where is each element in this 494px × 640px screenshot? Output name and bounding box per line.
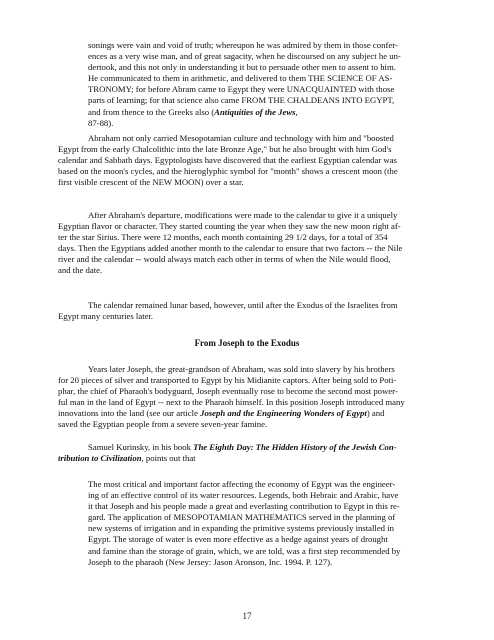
block-quote-kurinsky: [88, 479, 440, 568]
quote-line: ences as a very wise man, and of great sagacity, when he discoursed on any subject he un-: [88, 51, 401, 62]
paragraph-line: days. Then the Egyptians added another month to the calendar to ensure that two factors -- the Nile: [58, 243, 403, 254]
page-number: 17: [242, 611, 252, 621]
quote-line: ing of an effective control of its water resources. Legends, both Hebraic and Arabic, have: [88, 490, 399, 501]
paragraph-line: calendar and Sabbath days. Egyptologists have discovered that the earliest Egyptian calendar was: [58, 155, 397, 166]
quote-line: new systems of irrigation and in expanding the primitive systems previously installed in: [88, 523, 394, 534]
paragraph-line: Egypt many centuries later.: [58, 311, 154, 322]
article-title: Joseph and the Engineering Wonders of Egypt: [200, 408, 367, 419]
book-title: tribution to Civilization: [58, 453, 142, 464]
paragraph-line: first visible crescent of the NEW MOON) over a star.: [58, 177, 244, 188]
paragraph-line: saved the Egyptian people from a severe seven-year famine.: [58, 419, 268, 430]
paragraph-line: [58, 408, 441, 419]
paragraph-kurinsky: [58, 442, 441, 464]
quote-line: He communicated to them in arithmetic, and delivered to them THE SCIENCE OF AS-: [88, 73, 393, 84]
quote-line: Egypt. The storage of water is even more effective as a hedge against years of drought: [88, 534, 388, 545]
quote-line: gard. The application of MESOPOTAMIAN MATHEMATICS served in the planning of: [88, 512, 396, 523]
paragraph-line: Egypt from the early Chalcolithic into the late Bronze Age," but he also brought with him God's: [58, 144, 392, 155]
paragraph-text: innovations into the land (see our article: [58, 408, 201, 419]
citation-title: Antiquities of the Jews: [214, 106, 296, 117]
paragraph-line: [58, 453, 441, 464]
paragraph-line: river and the calendar -- would always match each other in terms of when the Nile would flood,: [58, 254, 391, 265]
paragraph-line: [58, 442, 441, 453]
quote-line: it that Joseph and his people made a great and everlasting contribution to Egypt in this re-: [88, 501, 400, 512]
quote-line: The most critical and important factor affecting the economy of Egypt was the engineer-: [88, 479, 396, 489]
block-quote-josephus: [88, 40, 440, 129]
section-heading: From Joseph to the Exodus: [194, 338, 300, 348]
quote-line: [88, 107, 440, 118]
quote-line: TRONOMY; for before Abram came to Egypt they were UNACQUAINTED with those: [88, 84, 395, 95]
paragraph-line: After Abraham's departure, modifications were made to the calendar to give it a uniquely: [88, 210, 398, 220]
paragraph-line: Abraham not only carried Mesopotamian culture and technology with him and "boosted: [88, 133, 394, 143]
paragraph-line: Years later Joseph, the great-grandson of Abraham, was sold into slavery by his brothers: [88, 364, 395, 374]
paragraph-line: for 20 pieces of silver and transported to Egypt by his Midianite captors. After being sold to Poti-: [58, 375, 397, 386]
quote-line: parts of learning; for that science also came FROM THE CHALDEANS INTO EGYPT,: [88, 95, 395, 106]
paragraph-text: ) and: [366, 408, 385, 419]
book-title: The Eighth Day: The Hidden History of the Jewish Con-: [193, 442, 397, 452]
quote-line: 87-88).: [88, 117, 114, 128]
quote-text: and from thence to the Greeks also (: [88, 106, 215, 117]
quote-line: sonings were vain and void of truth; whereupon he was admired by them in those confer-: [88, 40, 398, 50]
quote-line: Joseph to the pharaoh (New Jersey: Jason Aronson, Inc. 1994. P. 127).: [88, 556, 333, 567]
paragraph-line: The calendar remained lunar based, however, until after the Exodus of the Israelites from: [88, 300, 398, 310]
paragraph-text: Samuel Kurinsky, in his book: [88, 442, 194, 452]
paragraph-joseph: [58, 364, 441, 431]
paragraph-abraham: [58, 133, 441, 188]
paragraph-line: phar, the chief of Pharaoh's bodyguard, Joseph eventually rose to become the second most power-: [58, 386, 398, 397]
quote-text: ,: [295, 106, 298, 117]
paragraph-line: ful man in the land of Egypt -- next to the Pharaoh himself. In this position Joseph introduced many: [58, 397, 405, 408]
paragraph-text: , points out that: [141, 453, 196, 464]
paragraph-line: ter the star Sirius. There were 12 months, each month containing 29 1/2 days, for a total of 354: [58, 232, 388, 243]
paragraph-line: based on the moon's cycles, and the hieroglyphic symbol for "month" shows a crescent moon (the: [58, 166, 398, 177]
quote-line: dertook, and this not only in understanding it but to persuade other men to assent to him.: [88, 62, 396, 73]
quote-line: and famine than the storage of grain, which, we are told, was a first step recommended by: [88, 545, 401, 556]
paragraph-lunar: [58, 300, 441, 322]
paragraph-calendar: [58, 210, 441, 277]
paragraph-line: and the date.: [58, 265, 103, 276]
paragraph-line: Egyptian flavor or character. They started counting the year when they saw the new moon right af-: [58, 221, 401, 232]
